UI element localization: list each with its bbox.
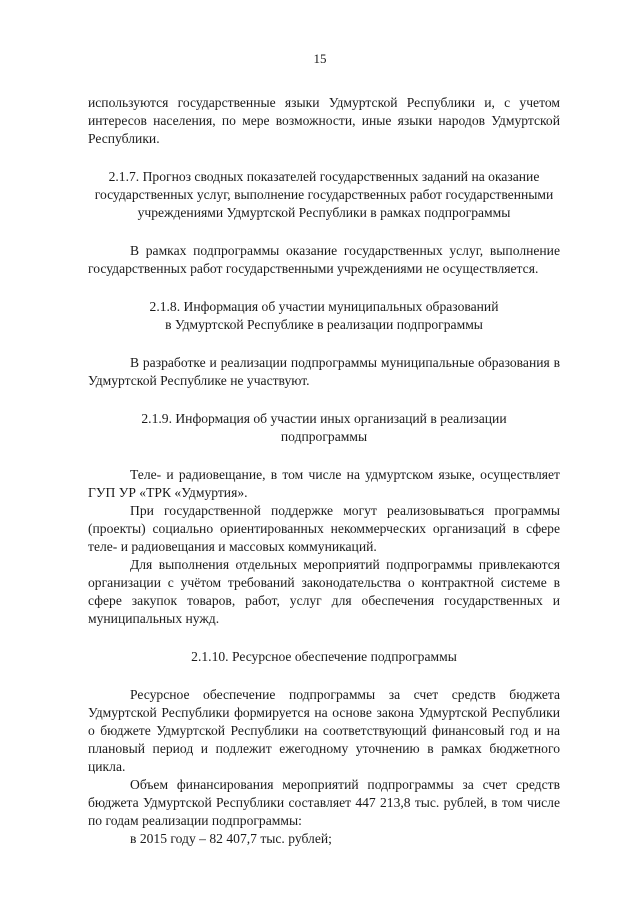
page-number: 15 — [313, 51, 327, 66]
paragraph-municipal-participation: В разработке и реализации подпрограммы муниципальные образования в Удмуртской Республике не участвуют. — [88, 355, 560, 388]
paragraph-financing-2015: в 2015 году – 82 407,7 тыс. рублей; — [130, 831, 332, 846]
heading-2-1-8: 2.1.8. Информация об участии муниципальных образований в Удмуртской Республике в реализации подпрограммы — [149, 299, 499, 332]
paragraph-state-tasks: В рамках подпрограммы оказание государственных услуг, выполнение государственных работ государственными учреждениями не осуществляется. — [88, 243, 560, 276]
paragraph-languages: используются государственные языки Удмуртской Республики и, с учетом интересов населения, по мере возможности, иные языки народов Удмуртской Республики. — [88, 95, 560, 146]
paragraph-resource-provision: Ресурсное обеспечение подпрограммы за счет средств бюджета Удмуртской Республики формируется на основе закона Удмуртской Республики о бюджете Удмуртской Республики на соответствующий финансовый год и на плановый период и подлежит ежегодному уточнению в рамках бюджетного цикла. — [88, 687, 560, 774]
heading-2-1-10: 2.1.10. Ресурсное обеспечение подпрограммы — [191, 649, 457, 664]
paragraph-procurement: Для выполнения отдельных мероприятий подпрограммы привлекаются организации с учётом требований законодательства о контрактной системе в сфере закупок товаров, работ, услуг для обеспечения государственных и муниципальных нужд. — [88, 557, 560, 626]
document-body — [88, 94, 560, 848]
paragraph-broadcasting: Теле- и радиовещание, в том числе на удмуртском языке, осуществляет ГУП УР «ТРК «Удмуртия». — [88, 467, 560, 500]
paragraph-nko-support: При государственной поддержке могут реализовываться программы (проекты) социально ориентированных некоммерческих организаций в сфере теле- и радиовещания и массовых коммуникаций. — [88, 503, 560, 554]
paragraph-financing-volume: Объем финансирования мероприятий подпрограммы за счет средств бюджета Удмуртской Республики составляет 447 213,8 тыс. рублей, в том числе по годам реализации подпрограммы: — [88, 777, 560, 828]
heading-2-1-7: 2.1.7. Прогноз сводных показателей государственных заданий на оказание государственных услуг, выполнение государственных работ государственными учреждениями Удмуртской Республики в рамках подпрограммы — [94, 169, 554, 220]
heading-2-1-9: 2.1.9. Информация об участии иных организаций в реализации подпрограммы — [141, 411, 507, 444]
